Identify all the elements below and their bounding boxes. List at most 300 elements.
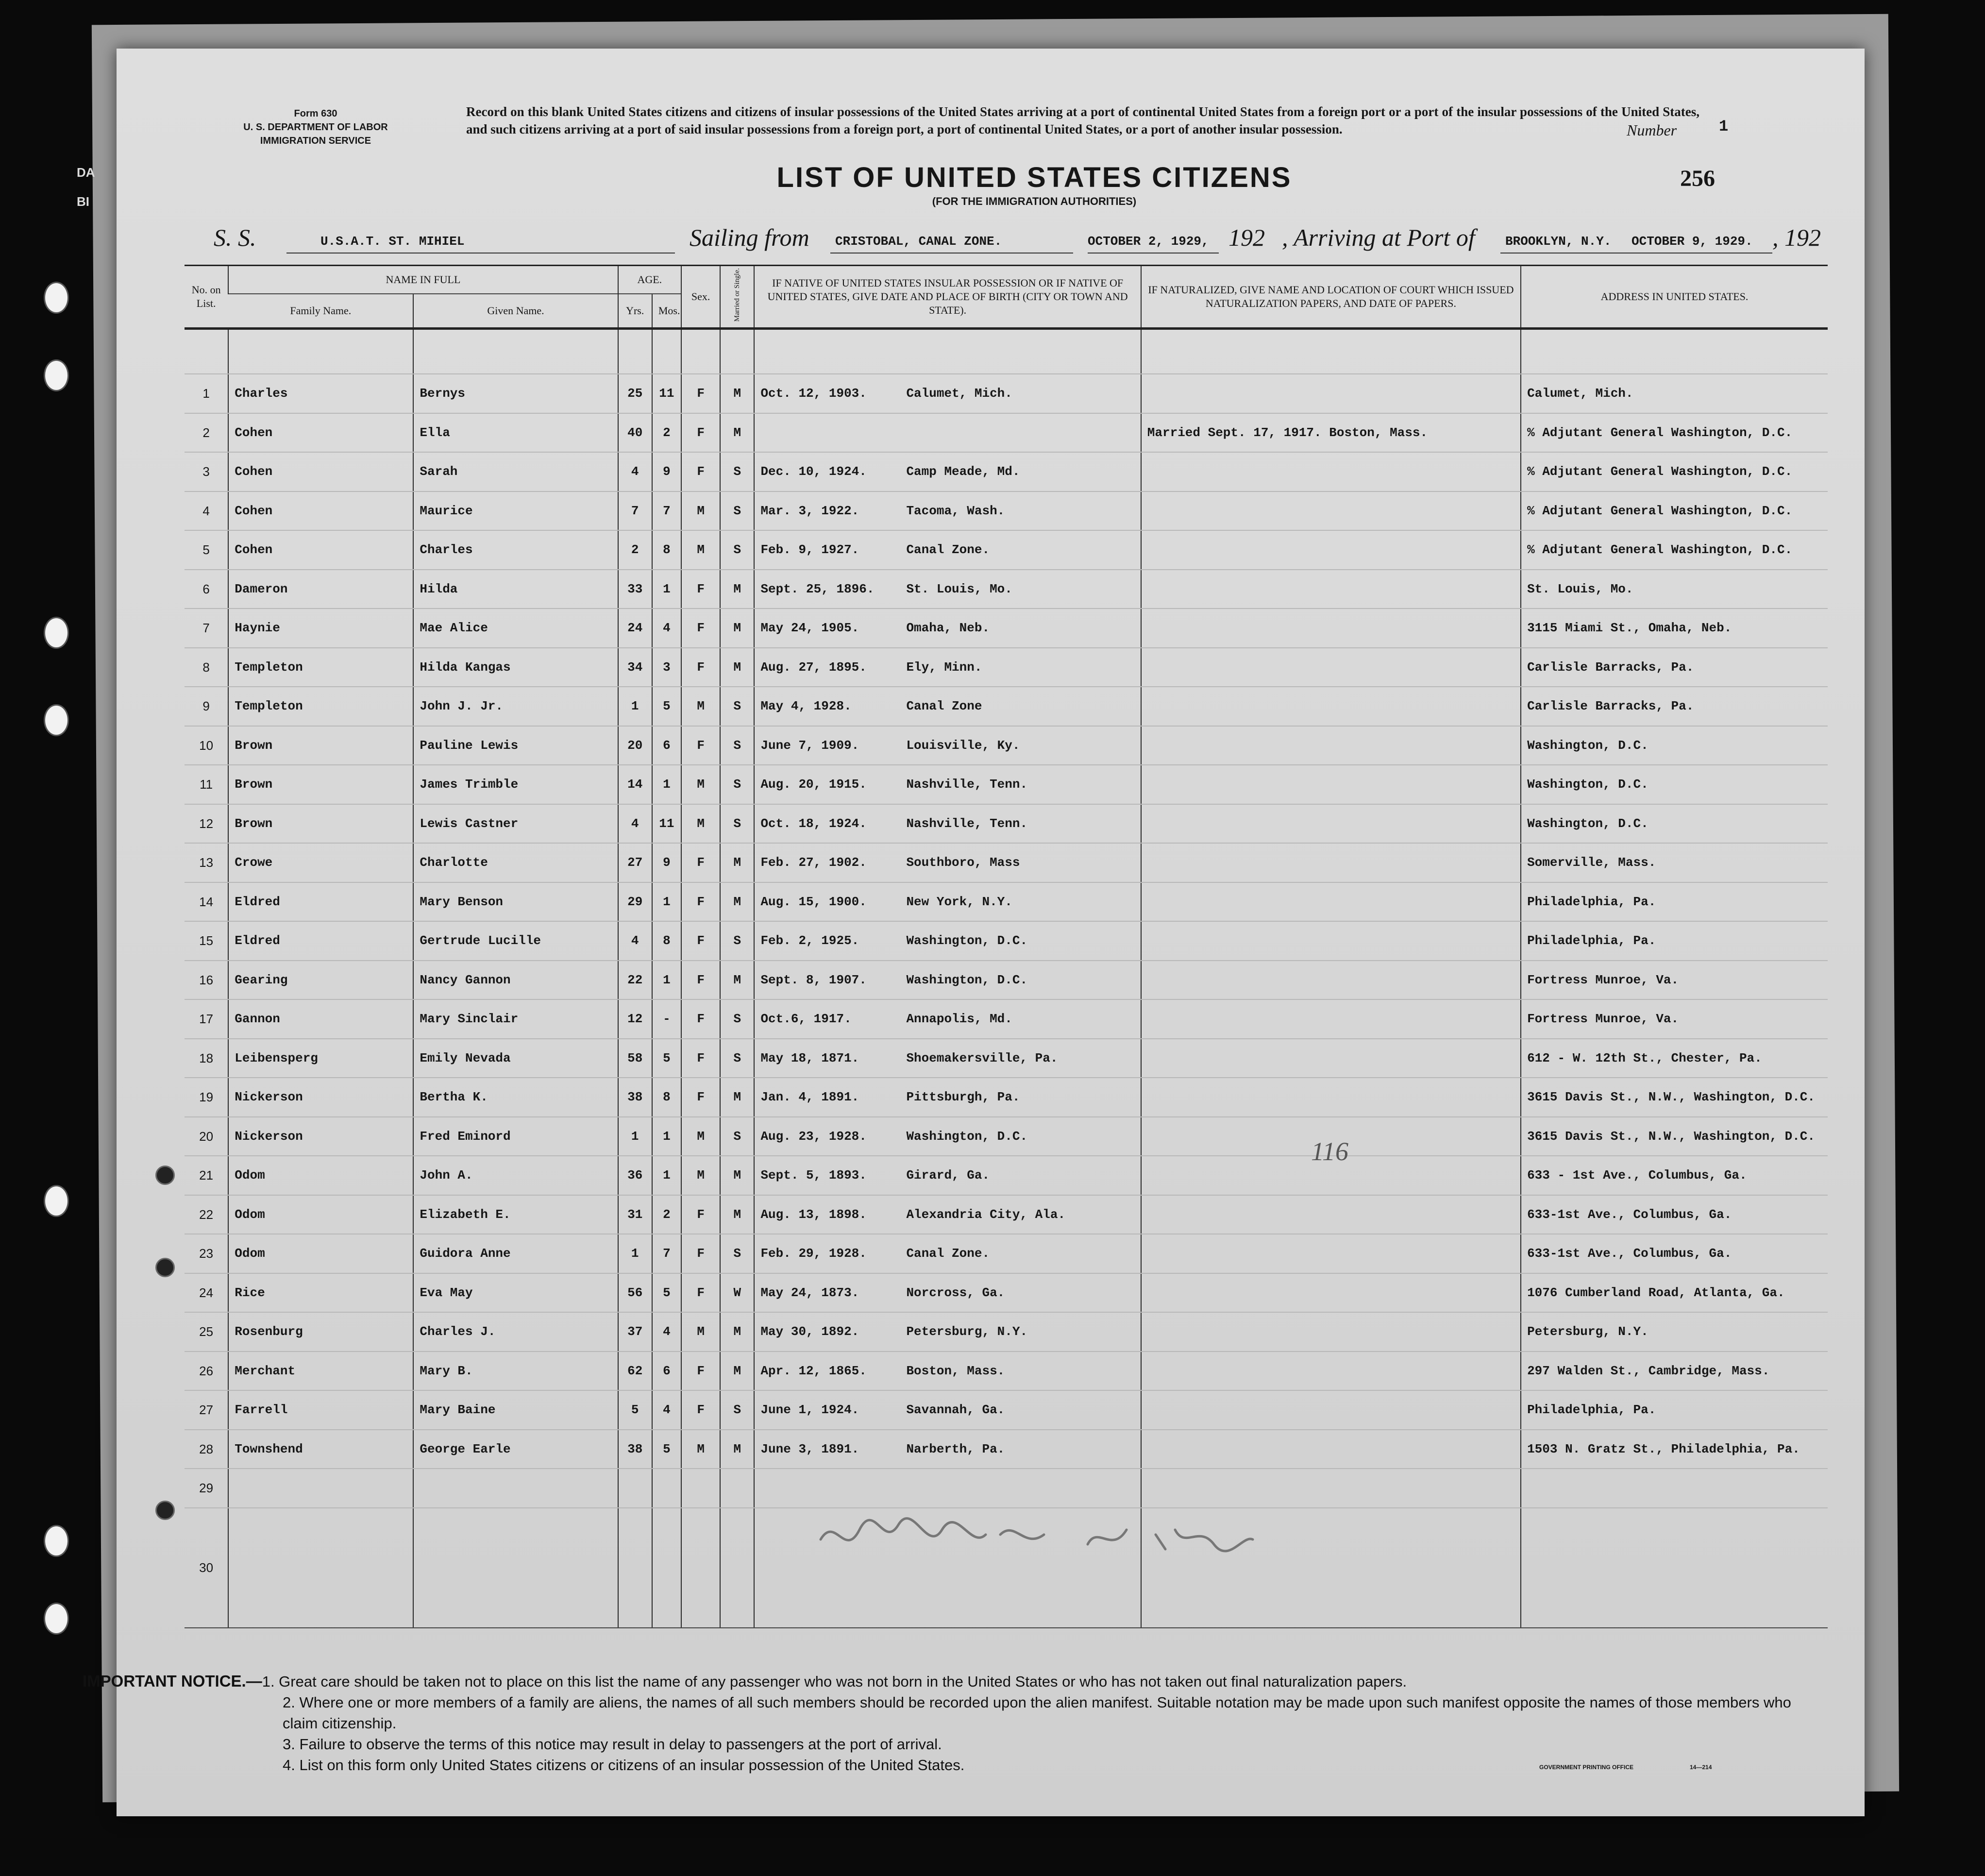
col-header-married [720, 266, 754, 329]
naturalization-cell [1141, 1312, 1521, 1352]
family-name-cell: Odom [228, 1156, 413, 1195]
birth-place: Norcross, Ga. [906, 1285, 1005, 1300]
address-cell: Washington, D.C. [1521, 804, 1828, 844]
marital-status-cell: S [720, 1234, 754, 1273]
col-header-age: AGE. [618, 266, 681, 294]
sex-cell: F [681, 921, 720, 961]
address-cell: Carlisle Barracks, Pa. [1521, 687, 1828, 726]
binder-hole [44, 617, 69, 649]
age-months-cell: 6 [652, 726, 681, 765]
table-row [185, 961, 1828, 1000]
birth-place: New York, N.Y. [906, 894, 1012, 909]
birth-date: Oct. 12, 1903. [760, 386, 867, 401]
birth-info-cell [754, 687, 1141, 726]
age-years-cell: 31 [618, 1195, 652, 1234]
table-row [185, 413, 1828, 453]
naturalization-cell [1141, 843, 1521, 882]
col-header-naturalized: IF NATURALIZED, GIVE NAME AND LOCATION OF COURT WHICH ISSUED NATURALIZATION PAPERS, AND DATE OF PAPERS. [1141, 266, 1521, 329]
birth-place: Omaha, Neb. [906, 621, 990, 636]
married-label: Married or Single. [733, 268, 741, 322]
marital-status-cell: S [720, 1117, 754, 1156]
birth-date: Feb. 9, 1927. [760, 542, 859, 558]
table-row [185, 374, 1828, 413]
row-number: 29 [185, 1469, 228, 1508]
birth-place: Ely, Minn. [906, 659, 982, 675]
birth-date: June 7, 1909. [760, 738, 859, 753]
age-years-cell: 1 [618, 687, 652, 726]
family-name-cell: Haynie [228, 608, 413, 648]
age-years-cell: 1 [618, 1117, 652, 1156]
table-row [185, 765, 1828, 804]
underline [1088, 253, 1219, 254]
birth-info-cell [754, 1390, 1141, 1430]
naturalization-cell [1141, 648, 1521, 687]
marital-status-cell: S [720, 804, 754, 844]
naturalization-cell [1141, 882, 1521, 922]
family-name-cell: Eldred [228, 882, 413, 922]
age-months-cell: 11 [652, 374, 681, 413]
notice-text: 1. Great care should be taken not to place on this list the name of any passenger who was not born in the United States or who has not taken out final naturalization papers. [262, 1673, 1407, 1690]
birth-info-cell [754, 1117, 1141, 1156]
sailing-date: OCTOBER 2, 1929, [1088, 234, 1209, 249]
table-row [185, 1117, 1828, 1156]
age-months-cell: 7 [652, 491, 681, 531]
family-name-cell: Odom [228, 1234, 413, 1273]
age-years-cell: 12 [618, 999, 652, 1039]
birth-info-cell [754, 374, 1141, 413]
marital-status-cell: S [720, 765, 754, 804]
address-cell: Carlisle Barracks, Pa. [1521, 648, 1828, 687]
row-number: 16 [185, 961, 228, 1000]
naturalization-cell [1141, 804, 1521, 844]
address-cell: Washington, D.C. [1521, 765, 1828, 804]
age-months-cell: 3 [652, 648, 681, 687]
age-months-cell: 2 [652, 1195, 681, 1234]
marital-status-cell: M [720, 1078, 754, 1117]
marital-status-cell: M [720, 1430, 754, 1469]
age-months-cell: 1 [652, 882, 681, 922]
marital-status-cell: M [720, 608, 754, 648]
row-number: 12 [185, 804, 228, 844]
naturalization-cell [1141, 1469, 1521, 1508]
age-months-cell: 8 [652, 530, 681, 570]
sex-cell: F [681, 1078, 720, 1117]
birth-info-cell [754, 570, 1141, 609]
sex-cell: F [681, 1195, 720, 1234]
age-years-cell: 62 [618, 1352, 652, 1391]
age-months-cell: 5 [652, 1039, 681, 1078]
binder-hole [44, 704, 69, 736]
address-cell: 3615 Davis St., N.W., Washington, D.C. [1521, 1078, 1828, 1117]
birth-info-cell [754, 882, 1141, 922]
naturalization-cell [1141, 374, 1521, 413]
given-name-cell [413, 1469, 618, 1508]
service-name: IMMIGRATION SERVICE [260, 135, 371, 146]
birth-date: Oct.6, 1917. [760, 1012, 852, 1027]
row-number: 13 [185, 843, 228, 882]
binder-hole [44, 359, 69, 391]
birth-place: Narberth, Pa. [906, 1441, 1005, 1456]
age-years-cell: 58 [618, 1039, 652, 1078]
marital-status-cell: M [720, 413, 754, 453]
family-name-cell: Eldred [228, 921, 413, 961]
birth-info-cell [754, 413, 1141, 453]
marital-status-cell: S [720, 921, 754, 961]
col-header-address: ADDRESS IN UNITED STATES. [1521, 266, 1828, 329]
naturalization-cell [1141, 687, 1521, 726]
naturalization-cell [1141, 1039, 1521, 1078]
row-number: 6 [185, 570, 228, 609]
family-name-cell: Cohen [228, 452, 413, 491]
marital-status-cell: M [720, 961, 754, 1000]
birth-date: Aug. 13, 1898. [760, 1207, 867, 1222]
address-cell: % Adjutant General Washington, D.C. [1521, 413, 1828, 453]
binder-hole [44, 1525, 69, 1557]
sex-cell: F [681, 999, 720, 1039]
age-years-cell: 7 [618, 491, 652, 531]
family-name-cell: Cohen [228, 491, 413, 531]
age-years-cell: 36 [618, 1156, 652, 1195]
address-cell: % Adjutant General Washington, D.C. [1521, 491, 1828, 531]
sex-cell: F [681, 1234, 720, 1273]
binder-hole [44, 1185, 69, 1217]
address-cell: Washington, D.C. [1521, 726, 1828, 765]
family-name-cell [228, 1469, 413, 1508]
table-row [185, 726, 1828, 765]
important-notice [83, 1671, 1792, 1775]
col-header-family-name: Family Name. [228, 294, 413, 329]
marital-status-cell: S [720, 491, 754, 531]
family-name-cell: Templeton [228, 687, 413, 726]
given-name-cell: John J. Jr. [413, 687, 618, 726]
birth-place: Savannah, Ga. [906, 1403, 1005, 1418]
given-name-cell: John A. [413, 1156, 618, 1195]
age-years-cell: 33 [618, 570, 652, 609]
birth-date: Aug. 15, 1900. [760, 894, 867, 909]
marital-status-cell: S [720, 1039, 754, 1078]
birth-place: Nashville, Tenn. [906, 777, 1028, 792]
naturalization-cell [1141, 999, 1521, 1039]
age-months-cell: 1 [652, 570, 681, 609]
family-name-cell: Crowe [228, 843, 413, 882]
age-years-cell: 14 [618, 765, 652, 804]
notice-text: 3. Failure to observe the terms of this notice may result in delay to passengers at the port of arrival. [283, 1736, 942, 1753]
birth-info-cell [754, 1469, 1141, 1508]
table-row [185, 921, 1828, 961]
row-number: 20 [185, 1117, 228, 1156]
birth-info-cell [754, 530, 1141, 570]
given-name-cell: Charles [413, 530, 618, 570]
table-row [185, 1039, 1828, 1078]
birth-date: Feb. 29, 1928. [760, 1246, 867, 1261]
header-row [185, 266, 1828, 294]
given-name-cell: Ella [413, 413, 618, 453]
sex-cell: F [681, 374, 720, 413]
table-row [185, 491, 1828, 531]
age-months-cell: 11 [652, 804, 681, 844]
given-name-cell: Hilda [413, 570, 618, 609]
manifest-rows [185, 329, 1828, 1628]
marital-status-cell: M [720, 1352, 754, 1391]
birth-date: June 1, 1924. [760, 1403, 859, 1418]
birth-date: Dec. 10, 1924. [760, 464, 867, 479]
birth-place: Boston, Mass. [906, 1363, 1005, 1378]
birth-info-cell [754, 452, 1141, 491]
age-years-cell: 29 [618, 882, 652, 922]
family-name-cell: Leibensperg [228, 1039, 413, 1078]
birth-place: Washington, D.C. [906, 1129, 1028, 1144]
given-name-cell: Charles J. [413, 1312, 618, 1352]
given-name-cell: Mary Sinclair [413, 999, 618, 1039]
family-name-cell: Nickerson [228, 1078, 413, 1117]
row-number: 1 [185, 374, 228, 413]
arriving-label: , Arriving at Port of [1282, 224, 1475, 251]
row-number: 8 [185, 648, 228, 687]
notice-item-1 [83, 1671, 1792, 1692]
family-name-cell: Cohen [228, 413, 413, 453]
naturalization-cell [1141, 530, 1521, 570]
family-name-cell: Templeton [228, 648, 413, 687]
naturalization-cell [1141, 1273, 1521, 1313]
family-name-cell: Rice [228, 1273, 413, 1313]
naturalization-cell [1141, 1352, 1521, 1391]
row-number: 27 [185, 1390, 228, 1430]
underline [286, 253, 675, 254]
age-months-cell: 5 [652, 1430, 681, 1469]
birth-date: Mar. 3, 1922. [760, 503, 859, 518]
naturalization-cell [1141, 726, 1521, 765]
family-name-cell: Gannon [228, 999, 413, 1039]
birth-info-cell [754, 1078, 1141, 1117]
family-name-cell: Merchant [228, 1352, 413, 1391]
birth-info-cell [754, 1430, 1141, 1469]
address-cell: 633-1st Ave., Columbus, Ga. [1521, 1234, 1828, 1273]
address-cell: % Adjutant General Washington, D.C. [1521, 452, 1828, 491]
given-name-cell: Mary Benson [413, 882, 618, 922]
address-cell: Fortress Munroe, Va. [1521, 961, 1828, 1000]
sex-cell: F [681, 1039, 720, 1078]
age-years-cell: 37 [618, 1312, 652, 1352]
address-cell: 1076 Cumberland Road, Atlanta, Ga. [1521, 1273, 1828, 1313]
marital-status-cell: S [720, 452, 754, 491]
notice-lead: IMPORTANT NOTICE.— [83, 1672, 262, 1690]
col-header-given-name: Given Name. [413, 294, 618, 329]
row-number: 4 [185, 491, 228, 531]
punch-hole [155, 1258, 175, 1277]
margin-mark: 116 [1311, 1137, 1348, 1166]
given-name-cell [413, 1508, 618, 1628]
birth-info-cell [754, 765, 1141, 804]
given-name-cell: Gertrude Lucille [413, 921, 618, 961]
birth-info-cell [754, 1039, 1141, 1078]
marital-status-cell: S [720, 999, 754, 1039]
col-header-yrs: Yrs. [618, 294, 652, 329]
sex-cell: F [681, 1273, 720, 1313]
given-name-cell: Bertha K. [413, 1078, 618, 1117]
birth-place: Camp Meade, Md. [906, 464, 1020, 479]
naturalization-cell [1141, 921, 1521, 961]
birth-place: Girard, Ga. [906, 1168, 990, 1183]
birth-place: Shoemakersville, Pa. [906, 1050, 1058, 1065]
sex-cell: M [681, 765, 720, 804]
age-years-cell: 1 [618, 1234, 652, 1273]
marital-status-cell [720, 1508, 754, 1628]
naturalization-cell [1141, 1234, 1521, 1273]
table-row [185, 1312, 1828, 1352]
table-row [185, 882, 1828, 922]
birth-date: Sept. 5, 1893. [760, 1168, 867, 1183]
address-cell [1521, 1469, 1828, 1508]
age-months-cell: 5 [652, 687, 681, 726]
sex-cell: M [681, 1430, 720, 1469]
birth-info-cell [754, 648, 1141, 687]
birth-info-cell [754, 1234, 1141, 1273]
form-identifier [180, 107, 452, 148]
table-row [185, 804, 1828, 844]
naturalization-cell [1141, 1430, 1521, 1469]
row-number: 14 [185, 882, 228, 922]
given-name-cell: Hilda Kangas [413, 648, 618, 687]
address-cell: 612 - W. 12th St., Chester, Pa. [1521, 1039, 1828, 1078]
number-value: 1 [1719, 118, 1729, 135]
col-header-sex: Sex. [681, 266, 720, 329]
family-name-cell: Dameron [228, 570, 413, 609]
family-name-cell: Farrell [228, 1390, 413, 1430]
col-header-mos: Mos. [652, 294, 681, 329]
sailing-year-label: 192 [1228, 224, 1265, 251]
birth-date: Aug. 23, 1928. [760, 1129, 867, 1144]
given-name-cell: Pauline Lewis [413, 726, 618, 765]
given-name-cell: Emily Nevada [413, 1039, 618, 1078]
citizen-manifest-table [185, 265, 1828, 1628]
sex-cell [681, 1469, 720, 1508]
address-cell: 633 - 1st Ave., Columbus, Ga. [1521, 1156, 1828, 1195]
given-name-cell: Maurice [413, 491, 618, 531]
row-number: 3 [185, 452, 228, 491]
birth-info-cell [754, 1312, 1141, 1352]
marital-status-cell: M [720, 1156, 754, 1195]
table-row [185, 687, 1828, 726]
department-name: U. S. DEPARTMENT OF LABOR [243, 122, 388, 133]
row-number: 21 [185, 1156, 228, 1195]
table-row [185, 1390, 1828, 1430]
birth-date: Feb. 2, 1925. [760, 933, 859, 948]
age-months-cell: 1 [652, 765, 681, 804]
sex-cell: F [681, 452, 720, 491]
row-number: 26 [185, 1352, 228, 1391]
notice-text: 4. List on this form only United States citizens or citizens of an insular possession of the United States. [283, 1757, 965, 1774]
given-name-cell: Fred Eminord [413, 1117, 618, 1156]
given-name-cell: Elizabeth E. [413, 1195, 618, 1234]
table-row [185, 1156, 1828, 1195]
sex-cell: M [681, 1312, 720, 1352]
age-months-cell: 4 [652, 1390, 681, 1430]
age-years-cell: 38 [618, 1430, 652, 1469]
family-name-cell [228, 1508, 413, 1628]
table-row [185, 648, 1828, 687]
birth-info-cell [754, 961, 1141, 1000]
birth-info-cell [754, 921, 1141, 961]
age-months-cell: 5 [652, 1273, 681, 1313]
row-number: 24 [185, 1273, 228, 1313]
sex-cell: M [681, 804, 720, 844]
manifest-sheet [117, 49, 1865, 1816]
ss-label: S. S. [214, 224, 256, 251]
age-years-cell [618, 1508, 652, 1628]
sex-cell: F [681, 413, 720, 453]
given-name-cell: Guidora Anne [413, 1234, 618, 1273]
birth-place: Washington, D.C. [906, 972, 1028, 987]
edge-label: DA [77, 165, 95, 180]
marital-status-cell: M [720, 374, 754, 413]
birth-info-cell [754, 1195, 1141, 1234]
birth-place: Canal Zone. [906, 542, 990, 558]
birth-place: Washington, D.C. [906, 933, 1028, 948]
birth-date: Aug. 20, 1915. [760, 777, 867, 792]
col-header-no: No. on List. [185, 266, 228, 329]
address-cell: Philadelphia, Pa. [1521, 882, 1828, 922]
birth-info-cell [754, 1352, 1141, 1391]
address-cell: Philadelphia, Pa. [1521, 921, 1828, 961]
table-row [185, 530, 1828, 570]
address-cell: Calumet, Mich. [1521, 374, 1828, 413]
age-years-cell: 4 [618, 452, 652, 491]
arriving-port: BROOKLYN, N.Y. [1505, 234, 1612, 249]
marital-status-cell: S [720, 726, 754, 765]
sex-cell: M [681, 1156, 720, 1195]
table-row [185, 1273, 1828, 1313]
sex-cell: M [681, 1117, 720, 1156]
given-name-cell: Eva May [413, 1273, 618, 1313]
col-header-native: IF NATIVE OF UNITED STATES INSULAR POSSESSION OR IF NATIVE OF UNITED STATES, GIVE DATE AND PLACE OF BIRTH (CITY OR TOWN AND STATE). [754, 266, 1141, 329]
age-months-cell: 1 [652, 961, 681, 1000]
birth-place: Alexandria City, Ala. [906, 1207, 1066, 1222]
age-years-cell: 56 [618, 1273, 652, 1313]
row-number: 17 [185, 999, 228, 1039]
birth-date: Oct. 18, 1924. [760, 816, 867, 831]
underline [1500, 253, 1627, 254]
row-number: 9 [185, 687, 228, 726]
address-cell: Somerville, Mass. [1521, 843, 1828, 882]
age-years-cell: 27 [618, 843, 652, 882]
form-number: Form 630 [294, 108, 337, 119]
birth-place: Pittsburgh, Pa. [906, 1090, 1020, 1105]
given-name-cell: Sarah [413, 452, 618, 491]
table-row [185, 1078, 1828, 1117]
table-row [185, 999, 1828, 1039]
age-months-cell: 8 [652, 1078, 681, 1117]
table-row [185, 1469, 1828, 1508]
family-name-cell: Brown [228, 765, 413, 804]
page-title: LIST OF UNITED STATES CITIZENS [776, 162, 1292, 193]
given-name-cell: James Trimble [413, 765, 618, 804]
table-row [185, 1352, 1828, 1391]
given-name-cell: Bernys [413, 374, 618, 413]
naturalization-cell [1141, 961, 1521, 1000]
sex-cell [681, 1508, 720, 1628]
address-cell: 3615 Davis St., N.W., Washington, D.C. [1521, 1117, 1828, 1156]
col-header-name-in-full: NAME IN FULL [228, 266, 618, 294]
sex-cell: F [681, 608, 720, 648]
sex-cell: F [681, 570, 720, 609]
family-name-cell: Brown [228, 726, 413, 765]
birth-date: May 24, 1905. [760, 621, 859, 636]
punch-hole [155, 1166, 175, 1185]
birth-date: May 30, 1892. [760, 1324, 859, 1339]
marital-status-cell [720, 1469, 754, 1508]
family-name-cell: Odom [228, 1195, 413, 1234]
birth-date: Apr. 12, 1865. [760, 1363, 867, 1378]
